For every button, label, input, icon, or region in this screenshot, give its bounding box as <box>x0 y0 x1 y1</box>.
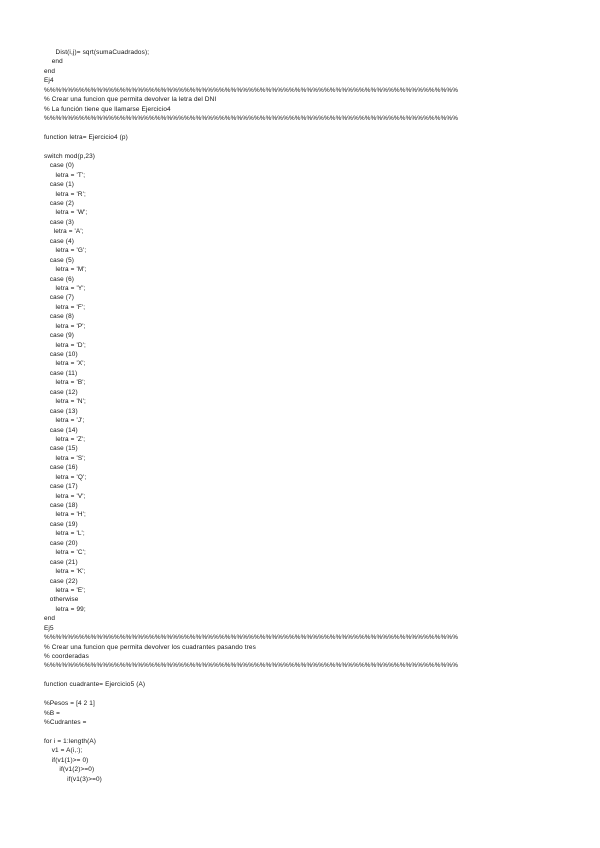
code-line: case (8) <box>44 313 75 321</box>
code-line: %Cudrantes = <box>44 719 87 727</box>
code-line: case (7) <box>44 294 75 302</box>
code-line: case (16) <box>44 464 78 472</box>
code-line: % coorderadas <box>44 653 89 660</box>
code-line: letra = 99; <box>44 605 86 613</box>
code-line: letra = 'S'; <box>44 454 86 462</box>
code-line: %Pesos = [4 2 1] <box>44 700 95 708</box>
code-line: case (15) <box>44 445 78 453</box>
code-line: case (1) <box>44 181 75 189</box>
code-line: case (18) <box>44 502 78 509</box>
code-line: % Crear una funcion que permita devolver los cuadrantes pasando tres <box>44 643 256 651</box>
code-line: letra = 'A'; <box>44 228 84 236</box>
code-line: %%%%%%%%%%%%%%%%%%%%%%%%%%%%%%%%%%%%%%%%%%%%%%%%%%%%%%%%%%%%%%%%%%%%%%% <box>44 115 459 123</box>
code-line: % La función tiene que llamarse Ejercicio4 <box>44 105 171 113</box>
code-line: case (4) <box>44 237 75 245</box>
code-line: case (13) <box>44 407 78 415</box>
code-line: switch mod(p,23) <box>44 152 96 160</box>
code-line: letra = 'H'; <box>44 511 86 519</box>
code-line: letra = 'X'; <box>44 360 86 368</box>
code-line: for i = 1:length(A) <box>44 737 97 745</box>
code-line: case (5) <box>44 256 75 264</box>
code-line: case (11) <box>44 369 78 377</box>
code-line: letra = 'K'; <box>44 568 86 576</box>
code-line: letra = 'P'; <box>44 322 86 330</box>
code-line: if(v1(1)>= 0) <box>44 756 89 764</box>
code-line: case (6) <box>44 275 75 283</box>
code-line: letra = 'N'; <box>44 398 86 406</box>
code-line: end <box>44 67 56 75</box>
code-line: letra = 'G'; <box>44 247 87 255</box>
code-line: %%%%%%%%%%%%%%%%%%%%%%%%%%%%%%%%%%%%%%%%%%%%%%%%%%%%%%%%%%%%%%%%%%%%%%% <box>44 662 459 670</box>
code-line <box>44 142 574 151</box>
code-line: %B = <box>44 709 61 717</box>
code-line: case (12) <box>44 388 78 396</box>
code-line: otherwise <box>44 596 79 604</box>
code-line: letra = 'Y'; <box>44 284 86 292</box>
code-listing <box>44 48 574 784</box>
code-line: case (17) <box>44 483 78 491</box>
code-line: case (14) <box>44 426 78 434</box>
code-line: case (21) <box>44 558 78 566</box>
code-line: case (22) <box>44 577 78 585</box>
code-line: letra = 'F'; <box>44 303 86 311</box>
code-line: case (10) <box>44 351 78 358</box>
code-line: letra = 'L'; <box>44 530 85 538</box>
code-line: %%%%%%%%%%%%%%%%%%%%%%%%%%%%%%%%%%%%%%%%%%%%%%%%%%%%%%%%%%%%%%%%%%%%%%% <box>44 634 459 642</box>
code-line: Ej5 <box>44 624 54 632</box>
code-line <box>44 124 574 133</box>
code-line <box>44 690 574 699</box>
code-line: letra = 'V'; <box>44 492 86 500</box>
code-line: letra = 'Z'; <box>44 435 86 443</box>
code-line: case (0) <box>44 162 75 170</box>
code-line: case (3) <box>44 218 75 226</box>
code-line: letra = 'R'; <box>44 190 86 198</box>
code-line: letra = 'T'; <box>44 171 86 179</box>
code-line: end <box>44 58 63 66</box>
code-line: letra = 'C'; <box>44 549 86 557</box>
code-line: end <box>44 615 56 623</box>
code-line: letra = 'M'; <box>44 266 87 274</box>
code-line: letra = 'W'; <box>44 209 88 217</box>
code-line: function letra= Ejercicio4 (p) <box>44 133 128 141</box>
code-line: % Crear una funcion que permita devolver la letra del DNI <box>44 96 217 104</box>
code-line: case (19) <box>44 520 78 528</box>
code-line: case (9) <box>44 332 75 340</box>
code-line: Ej4 <box>44 77 54 85</box>
code-line: letra = 'E'; <box>44 586 86 594</box>
code-line: case (2) <box>44 200 75 207</box>
code-line: if(v1(2)>=0) <box>44 766 95 774</box>
code-line: letra = 'Q'; <box>44 473 87 481</box>
code-line: Dist(i,j)= sqrt(sumaCuadrados); <box>44 49 150 56</box>
code-line: %%%%%%%%%%%%%%%%%%%%%%%%%%%%%%%%%%%%%%%%%%%%%%%%%%%%%%%%%%%%%%%%%%%%%%% <box>44 86 459 94</box>
code-line: letra = 'B'; <box>44 379 86 387</box>
code-line <box>44 728 574 737</box>
code-line <box>44 671 574 680</box>
code-line: v1 = A(i,:); <box>44 747 83 755</box>
code-line: if(v1(3)>=0) <box>44 775 102 783</box>
code-line: letra = 'J'; <box>44 417 85 425</box>
code-line: letra = 'D'; <box>44 341 86 349</box>
code-line: case (20) <box>44 539 78 547</box>
code-line: function cuadrante= Ejercicio5 (A) <box>44 681 146 689</box>
